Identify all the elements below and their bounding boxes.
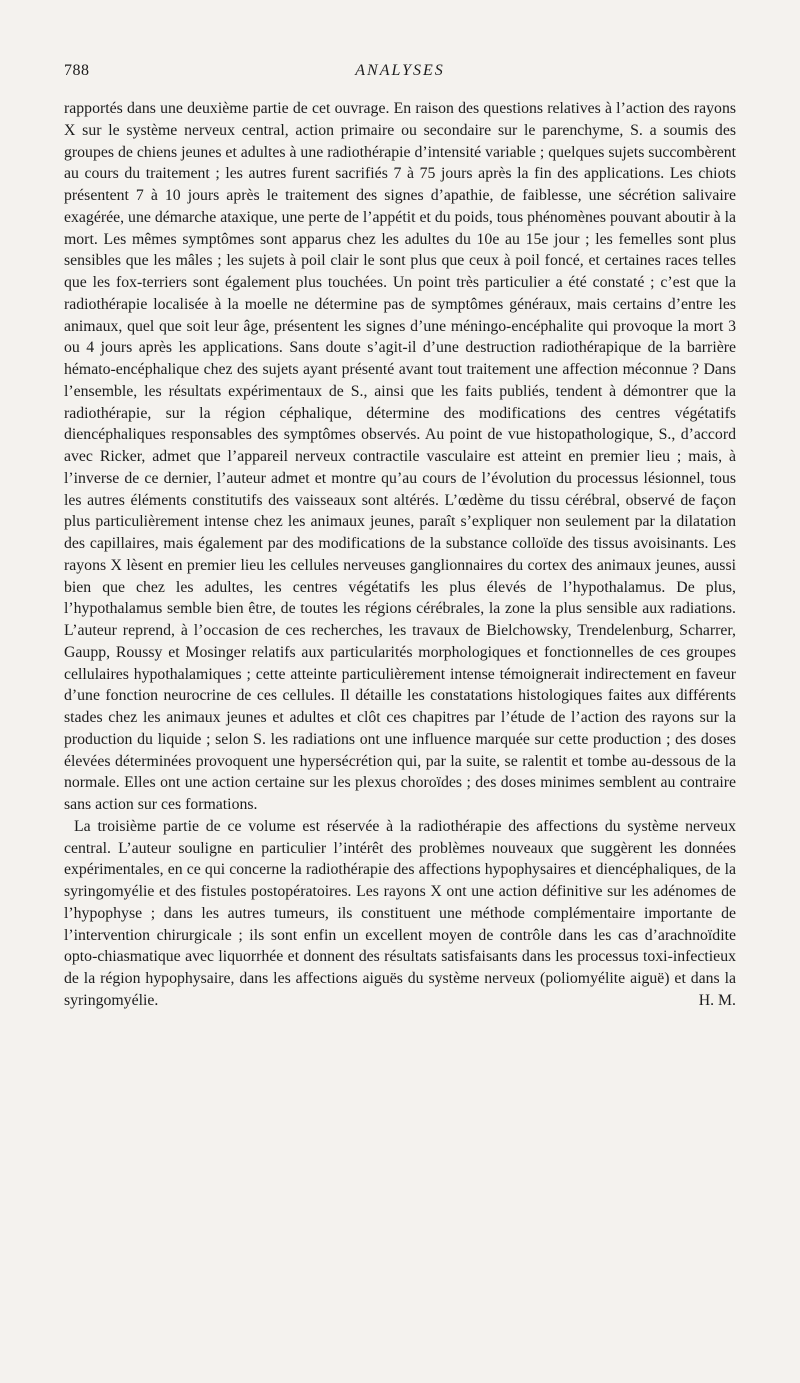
- page-number: 788: [64, 62, 90, 79]
- running-title: ANALYSES: [355, 62, 445, 79]
- author-signature: H. M.: [698, 991, 736, 1009]
- paragraph-2-text: La troisième partie de ce volume est réservée à la radiothérapie des affections du système nerveux central. L’auteur souligne en particulier l’intérêt des problèmes nouveaux que suggèrent les données expérimentales, en ce qui concerne la radiothérapie des affections hypophysaires et diencéphaliques, de la syringomyélie et des fistules postopératoires. Les rayons X ont une action définitive sur les adénomes de l’hypophyse ; dans les autres tumeurs, ils constituent une méthode complémentaire importante de l’intervention chirurgicale ; ils sont enfin un excellent moyen de contrôle dans les cas d’arachnoïdite opto-chiasmatique avec liquorrhée et donnent des résultats satisfaisants dans les processus toxi-infectieux de la région hypophysaire, dans les affections aiguës du système nerveux (poliomyélite aiguë) et dans la syringomyélie.: [64, 817, 736, 1009]
- paragraph-2: [64, 816, 736, 1012]
- article-body: [64, 98, 736, 1012]
- paragraph-1: rapportés dans une deuxième partie de cet ouvrage. En raison des questions relatives à l’action des rayons X sur le système nerveux central, action primaire ou secondaire sur le parenchyme, S. a soumis des groupes de chiens jeunes et adultes à une radiothérapie d’intensité variable ; quelques sujets succombèrent au cours du traitement ; les autres furent sacrifiés 7 à 75 jours après la fin des applications. Les chiots présentent 7 à 10 jours après le traitement des signes d’apathie, de faiblesse, une sécrétion salivaire exagérée, une démarche ataxique, une perte de l’appétit et du poids, tous phénomènes pouvant aboutir à la mort. Les mêmes symptômes sont apparus chez les adultes du 10e au 15e jour ; les femelles sont plus sensibles que les mâles ; les sujets à poil clair le sont plus que ceux à poil foncé, et certaines races telles que les fox-terriers sont également plus touchées. Un point très particulier a été constaté ; c’est que la radiothérapie localisée à la moelle ne détermine pas de symptômes généraux, mais certains d’entre les animaux, quel que soit leur âge, présentent les signes d’une méningo-encéphalite qui provoque la mort 3 ou 4 jours après les applications. Sans doute s’agit-il d’une destruction radiothérapique de la barrière hémato-encéphalique chez des sujets ayant présenté avant tout traitement une affection méconnue ? Dans l’ensemble, les résultats expérimentaux de S., ainsi que les faits publiés, tendent à démontrer que la radiothérapie, sur la région céphalique, détermine des modifications des centres végétatifs diencéphaliques responsables des symptômes observés. Au point de vue histopathologique, S., d’accord avec Ricker, admet que l’appareil nerveux contractile vasculaire est atteint en premier lieu ; mais, à l’inverse de ce dernier, l’auteur admet et montre qu’au cours de l’évolution du processus lésionnel, tous les autres éléments constitutifs des vaisseaux sont altérés. L’œdème du tissu cérébral, observé de façon plus particulièrement intense chez les animaux jeunes, paraît s’expliquer non seulement par la dilatation des capillaires, mais également par des modifications de la substance colloïde des tissus avoisinants. Les rayons X lèsent en premier lieu les cellules nerveuses ganglionnaires du cortex des animaux jeunes, aussi bien que chez les adultes, les centres végétatifs les plus élevés de l’hypothalamus. De plus, l’hypothalamus semble bien être, de toutes les régions cérébrales, la zone la plus sensible aux radiations. L’auteur reprend, à l’occasion de ces recherches, les travaux de Bielchowsky, Trendelenburg, Scharrer, Gaupp, Roussy et Mosinger relatifs aux particularités morphologiques et fonctionnelles de ces groupes cellulaires hypothalamiques ; cette atteinte particulièrement intense témoignerait indirectement en faveur d’une fonction neurocrine de ces cellules. Il détaille les constatations histologiques faites aux différents stades chez les animaux jeunes et adultes et clôt ces chapitres par l’étude de l’action des rayons sur la production du liquide ; selon S. les radiations ont une influence marquée sur cette production ; des doses élevées déterminées provoquent une hypersécrétion qui, par la suite, se ralentit et tombe au-dessous de la normale. Elles ont une action certaine sur les plexus choroïdes ; des doses minimes semblent au contraire sans action sur ces formations.: [64, 100, 737, 813]
